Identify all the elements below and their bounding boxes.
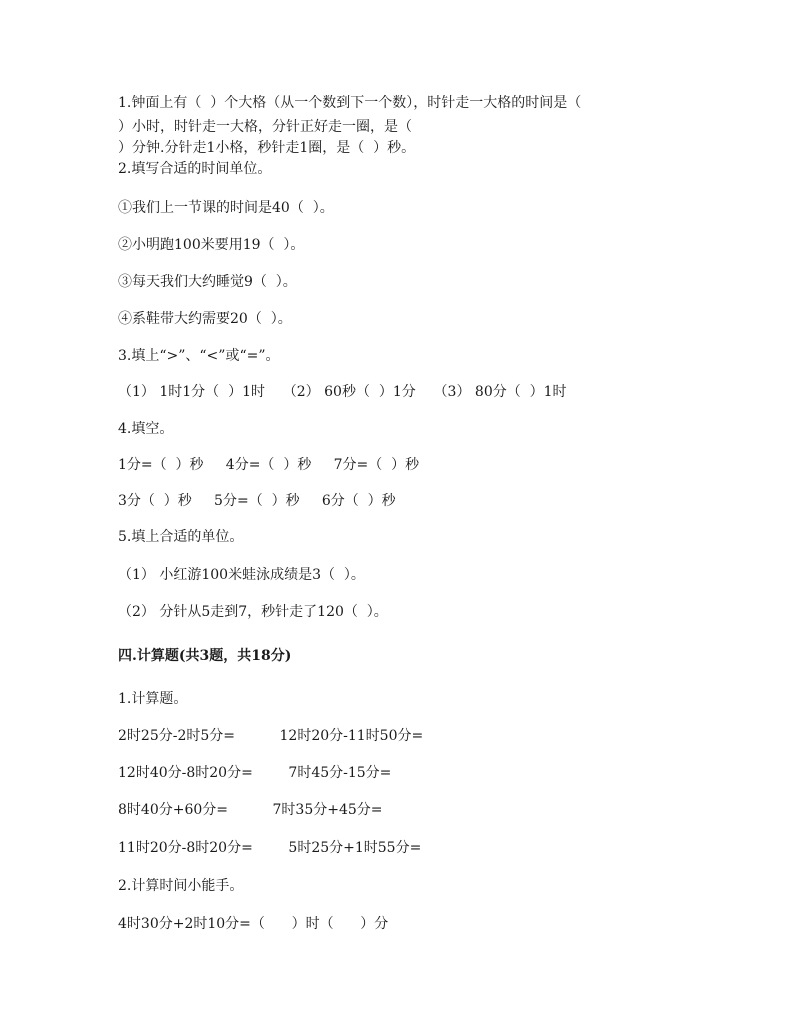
q4-title: 4.填空。 <box>118 421 174 437</box>
calc-1-title: 1.计算题。 <box>118 691 188 707</box>
calc-1-row-1: 2时25分-2时5分= 12时20分-11时50分= <box>118 728 424 744</box>
section-4-heading: 四.计算题(共3题，共18分) <box>118 648 292 664</box>
q5-title: 5.填上合适的单位。 <box>118 529 244 545</box>
q2-item-4: ④系鞋带大约需要20（ ）。 <box>118 311 292 327</box>
q2-item-2: ②小明跑100米要用19（ ）。 <box>118 237 305 253</box>
q1-line-3: ）分钟.分针走1小格，秒针走1圈，是（ ）秒。 <box>118 140 416 156</box>
calc-1-row-3: 8时40分+60分= 7时35分+45分= <box>118 802 383 818</box>
q1-line-2: ）小时，时针走一大格，分针正好走一圈，是（ <box>118 119 412 135</box>
q5-item-2: （2） 分针从5走到7，秒针走了120（ ）。 <box>118 604 388 620</box>
calc-2-title: 2.计算时间小能手。 <box>118 878 244 894</box>
q2-item-1: ①我们上一节课的时间是40（ ）。 <box>118 200 334 216</box>
q3-title: 3.填上“>”、“<”或“=”。 <box>118 348 280 364</box>
q5-item-1: （1） 小红游100米蛙泳成绩是3（ ）。 <box>118 567 365 583</box>
q1-line-1: 1.钟面上有（ ）个大格（从一个数到下一个数），时针走一大格的时间是（ <box>118 95 582 111</box>
q2-title: 2.填写合适的时间单位。 <box>118 161 272 177</box>
q2-item-3: ③每天我们大约睡觉9（ ）。 <box>118 274 297 290</box>
q4-row-2: 3分（ ）秒 5分=（ ）秒 6分（ ）秒 <box>118 493 396 509</box>
calc-1-row-2: 12时40分-8时20分= 7时45分-15分= <box>118 765 392 781</box>
q3-row: （1） 1时1分（ ）1时 （2） 60秒（ ）1分 （3） 80分（ ）1时 <box>118 384 567 400</box>
calc-2-row: 4时30分+2时10分=（ ）时（ ）分 <box>118 916 389 932</box>
calc-1-row-4: 11时20分-8时20分= 5时25分+1时55分= <box>118 840 422 856</box>
q4-row-1: 1分=（ ）秒 4分=（ ）秒 7分=（ ）秒 <box>118 457 420 473</box>
